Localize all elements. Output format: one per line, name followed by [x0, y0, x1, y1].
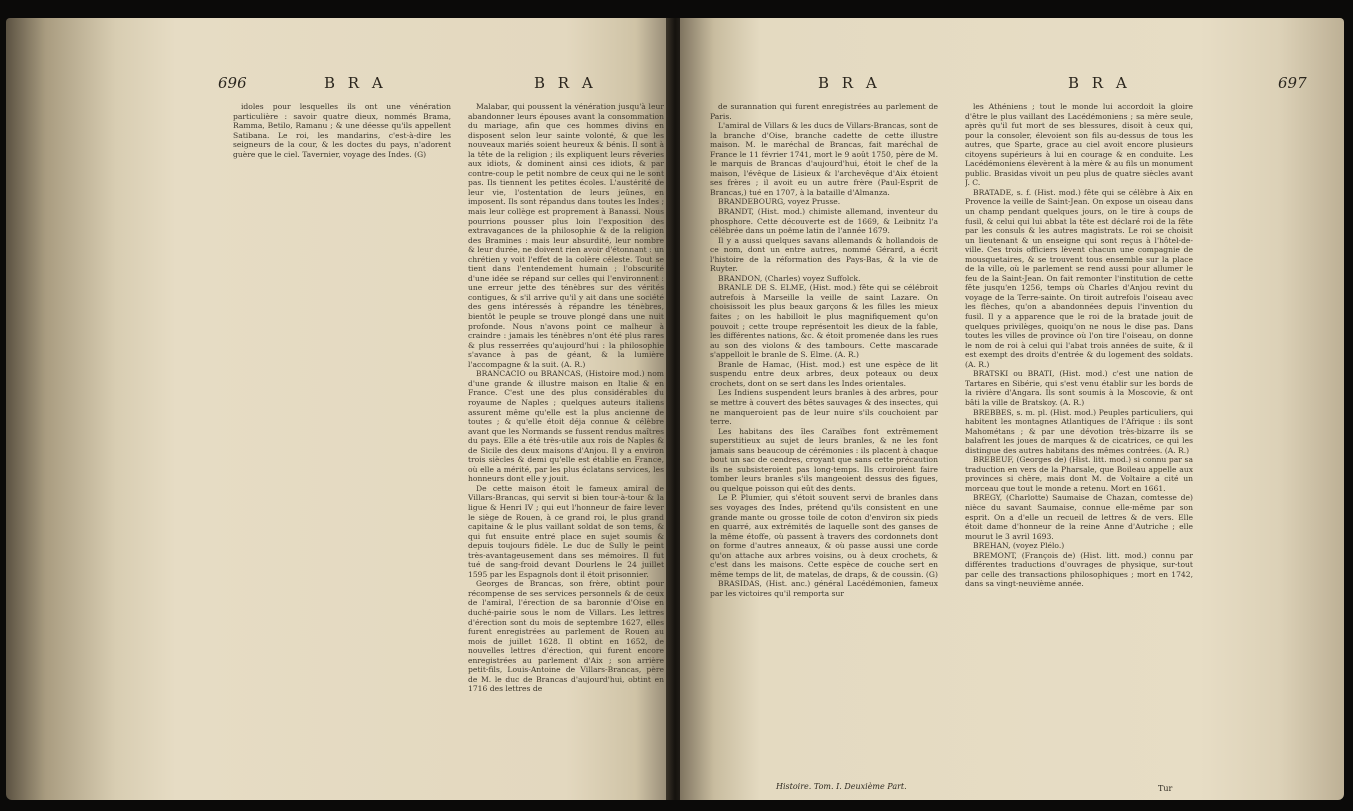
paragraph: de surannation qui furent enregistrées au parlement de Paris. [710, 102, 938, 121]
paragraph: BRASIDAS, (Hist. anc.) général Lacédémonien, fameux par les victoires qu'il remporta sur [710, 579, 938, 598]
paragraph: Georges de Brancas, son frère, obtint pour récompense de ses services personnels & de ceux de l'amiral, l'érection de sa baronnie d'Oise en duché-pairie sous le nom de Villars. Les lettres d'érection sont du mois de septembre 1627, elles furent enregistrées au parlement de Rouen au mois de juillet 1628. Il obtint en 1652, de nouvelles lettres d'érection, qui furent encore enregistrées au parlement d'Aix ; son arrière petit-fils, Louis-Antoine de Villars-Brancas, père de M. le duc de Brancas d'aujourd'hui, obtint en 1716 des lettres de [468, 579, 664, 694]
left-column-2 [468, 102, 664, 782]
paragraph: BRANDON, (Charles) voyez Suffolck. [718, 273, 861, 283]
left-headword-1: B R A [324, 74, 387, 92]
paragraph: les Athéniens ; tout le monde lui accordoit la gloire d'être le plus vaillant des Lacédémoniens ; sa mère seule, après qu'il fut mort de ses blessures, disoit à ceux qui, pour la consoler, élevoient son fils au-dessus de tous les autres, que Sparte, grace au ciel avoit encore plusieurs citoyens supérieurs à lui en courage & en conduite. Les Lacédémoniens élevèrent à la mère & au fils un monument public. Brasidas vivoit un peu plus de quatre siècles avant J. C. [965, 102, 1193, 188]
paragraph: Branle de Hamac, (Hist. mod.) est une espèce de lit suspendu entre deux arbres, deux poteaux ou deux crochets, dont on se sert dans les Indes orientales. [710, 359, 938, 388]
paragraph: De cette maison étoit le fameux amiral de Villars-Brancas, qui servit si bien tour-à-tour & la ligue & Henri IV ; qui eut l'honneur de faire lever le siège de Rouen, à ce grand roi, le plus grand capitaine & le plus vaillant soldat de son tems, & qui fut ensuite entré place en sujet soumis & depuis toujours fidèle. Le duc de Sully le peint très-avantageusement dans ses mémoires. Il fut tué de sang-froid devant Dourlens le 24 juillet 1595 par les Espagnols dont il étoit prisonnier. [468, 483, 664, 579]
footer-signature: Histoire. Tom. I. Deuxième Part. [776, 782, 907, 791]
left-page-number: 696 [218, 74, 247, 92]
paragraph: BRATADE, s. f. (Hist. mod.) fête qui se célèbre à Aix en Provence la veille de Saint-Jean. On expose un oiseau dans un champ pendant quelques jours, on le tire à coups de fusil, & celui qui lui abbat la tête est déclaré roi de la fête par les consuls & les autres magistrats. Le roi se choisit un lieutenant & un enseigne qui sont reçus à l'hôtel-de-ville. Ces trois officiers lèvent chacun une compagnie de mousquetaires, & se trouvent tous ensemble sur la place de la ville, où le parlement se rend aussi pour allumer le feu de la Saint-Jean. On fait remonter l'institution de cette fête jusqu'en 1256, temps où Charles d'Anjou revint du voyage de la Terre-sainte. On tiroit autrefois l'oiseau avec les flèches, qu'on a abandonnées depuis l'invention du fusil. Il y a apparence que le roi de la bratade jouit de quelques privilèges, quoiqu'on ne nous le dise pas. Dans toutes les villes de province où l'on tire l'oiseau, on donne le nom de roi à celui qui l'abat trois années de suite, & il est exempt des droits d'entrée & du logement des soldats. (A. R.) [965, 187, 1193, 369]
left-headword-2: B R A [534, 74, 597, 92]
paragraph: idoles pour lesquelles ils ont une vénération particulière : savoir quatre dieux, nommés Brama, Ramma, Betilo, Ramanu ; & une déesse qu'ils appellent Satibana. Le roi, les mandarins, c'est-à-dire les seigneurs de la cour, & les doctes du pays, n'adorent guère que le ciel. Tavernier, voyage des Indes. (G) [233, 102, 451, 159]
paragraph: BREBBES, s. m. pl. (Hist. mod.) Peuples particuliers, qui habitent les montagnes Atlantiques de l'Afrique : ils sont Mahométans ; & par une dévotion très-bizarre ils se balafrent les joues de marques & de cicatrices, ce qui les distingue des autres habitans des mêmes contrées. (A. R.) [965, 407, 1193, 455]
right-headword-2: B R A [1068, 74, 1131, 92]
left-page [6, 18, 672, 800]
paragraph: BRANDEBOURG, voyez Prusse. [718, 197, 841, 207]
right-page-number: 697 [1278, 74, 1307, 92]
paragraph: BREHAN, (voyez Plélo.) [973, 541, 1065, 551]
paragraph: Les habitans des îles Caraïbes font extrêmement superstitieux au sujet de leurs branles, & ne les font jamais sans beaucoup de cérémonies : ils placent à chaque bout un sac de cendres, croyant que sans cette précaution ils ne subsisteroient pas long-temps. Ils croiroient faire tomber leurs branles s'ils mangeoient dessus des figues, ou quelque poisson qui eût des dents. [710, 426, 938, 493]
paragraph: BRATSKI ou BRATI, (Hist. mod.) c'est une nation de Tartares en Sibérie, qui s'est venu établir sur les bords de la rivière d'Angara. Ils sont soumis à la Moscovie, & ont bâti la ville de Bratskoy. (A. R.) [965, 369, 1193, 407]
right-column-1 [710, 102, 938, 782]
paragraph: BRANCACIO ou BRANCAS, (Histoire mod.) nom d'une grande & illustre maison en Italie & en France. C'est une des plus considérables du royaume de Naples ; quelques auteurs italiens assurent même qu'elle est la plus ancienne de toutes ; & qu'elle étoit déja connue & célèbre avant que les Normands se fussent rendus maîtres du pays. Elle a été très-utile aux rois de Naples & de Sicile des deux maisons d'Anjou. Il y a environ trois siècles & demi qu'elle est établie en France, où elle a mérité, par les plus éclatans services, les honneurs dont elle y jouit. [468, 369, 664, 484]
right-page [680, 18, 1344, 800]
paragraph: BREGY, (Charlotte) Saumaise de Chazan, comtesse de) nièce du savant Saumaise, connue elle-même par son esprit. On a d'elle un recueil de lettres & de vers. Elle étoit dame d'honneur de la reine Anne d'Autriche ; elle mourut le 3 avril 1693. [965, 493, 1193, 541]
paragraph: Il y a aussi quelques savans allemands & hollandois de ce nom, dont un entre autres, nommé Gérard, a écrit l'histoire de la réformation des Pays-Bas, & la vie de Ruyter. [710, 235, 938, 274]
left-column-1 [233, 102, 451, 782]
paragraph: BRANLE DE S. ELME, (Hist. mod.) fête qui se célébroit autrefois à Marseille la veille de saint Lazare. On choisissoit les plus beaux garçons & les filles les mieux faites ; on les habilloit le plus magnifiquement qu'on pouvoit ; cette troupe représentoit les dieux de la fable, les différentes nations, &c. & étoit promenée dans les rues au son des violons & des tambours. Cette mascarade s'appelloit le branle de S. Elme. (A. R.) [710, 283, 938, 360]
paragraph: BREMONT, (François de) (Hist. litt. mod.) connu par différentes traductions d'ouvrages de physique, sur-tout par celle des transactions philosophiques ; mort en 1742, dans sa vingt-neuvième année. [965, 550, 1193, 589]
catchword: Tur [1158, 784, 1173, 793]
paragraph: L'amiral de Villars & les ducs de Villars-Brancas, sont de la branche d'Oise, branche cadette de cette illustre maison. M. le maréchal de Brancas, fait maréchal de France le 11 février 1741, mort le 9 août 1750, père de M. le marquis de Brancas d'aujourd'hui, étoit le chef de la maison, l'évêque de Lisieux & l'archevêque d'Aix étoient ses frères ; il avoit eu un autre frère (Paul-Esprit de Brancas,) tué en 1707, à la bataille d'Almanza. [710, 121, 938, 197]
paragraph: BREBEUF, (Georges de) (Hist. litt. mod.) si connu par sa traduction en vers de la Pharsale, que Boileau appelle aux provinces si chère, mais dont M. de Voltaire a cité un morceau que tout le monde a retenu. Mort en 1661. [965, 455, 1193, 493]
right-column-2 [965, 102, 1193, 782]
paragraph: Les Indiens suspendent leurs branles à des arbres, pour se mettre à couvert des bêtes sauvages & des insectes, qui ne manqueroient pas de leur nuire s'ils couchoient par terre. [710, 388, 938, 427]
paragraph: Le P. Plumier, qui s'étoit souvent servi de branles dans ses voyages des Indes, prétend qu'ils consistent en une grande mante ou grosse toile de coton d'environ six pieds en quarré, aux extrémités de laquelle sont des ganses de la même étoffe, où passent à travers des cordonnets dont on forme d'autres anneaux, & où passe aussi une corde qu'on attache aux arbres voisins, ou à deux crochets, & c'est dans les maisons. Cette espèce de couche sert en même temps de lit, de matelas, de draps, & de coussin. (G) [710, 493, 938, 579]
paragraph: Malabar, qui poussent la vénération jusqu'à leur abandonner leurs épouses avant la consommation du mariage, afin que ces hommes divins en disposent selon leur sainte volonté, & que les nouveaux mariés soient heureux & bénis. Il sont à la tête de la religion ; ils expliquent leurs rêveries aux idiots, & dominent ainsi ces idiots, & par contre-coup le petit nombre de ceux qui ne le sont pas. Ils tiennent les petites écoles. L'austérité de leur vie, l'ostentation de leurs jeûnes, en imposent. Ils sont répandus dans toutes les Indes ; mais leur collège est proprement à Banassi. Nous pourrions pousser plus loin l'exposition des extravagances de la philosophie & de la religion des Bramines : mais leur absurdité, leur nombre & leur durée, ne doivent rien avoir d'étonnant : un chrétien y voit l'effet de la colère céleste. Tout se tient dans l'entendement humain ; l'obscurité d'une idée se répand sur celles qui l'environnent : une erreur jette des ténèbres sur des vérités contigues, & s'il arrive qu'il y ait dans une société des gens intéressés à répandre les ténèbres, bientôt le peuple se trouve plongé dans une nuit profonde. Nous n'avons point ce malheur à craindre : jamais les ténèbres n'ont été plus rares & plus resserrées qu'aujourd'hui : la philosophie s'avance à pas de géant, & la lumière l'accompagne & la suit. (A. R.) [468, 102, 664, 369]
right-headword-1: B R A [818, 74, 881, 92]
paragraph: BRANDT, (Hist. mod.) chimiste allemand, inventeur du phosphore. Cette découverte est de 1669, & Leibnitz l'a célébrée dans un poëme latin de l'année 1679. [710, 207, 938, 236]
